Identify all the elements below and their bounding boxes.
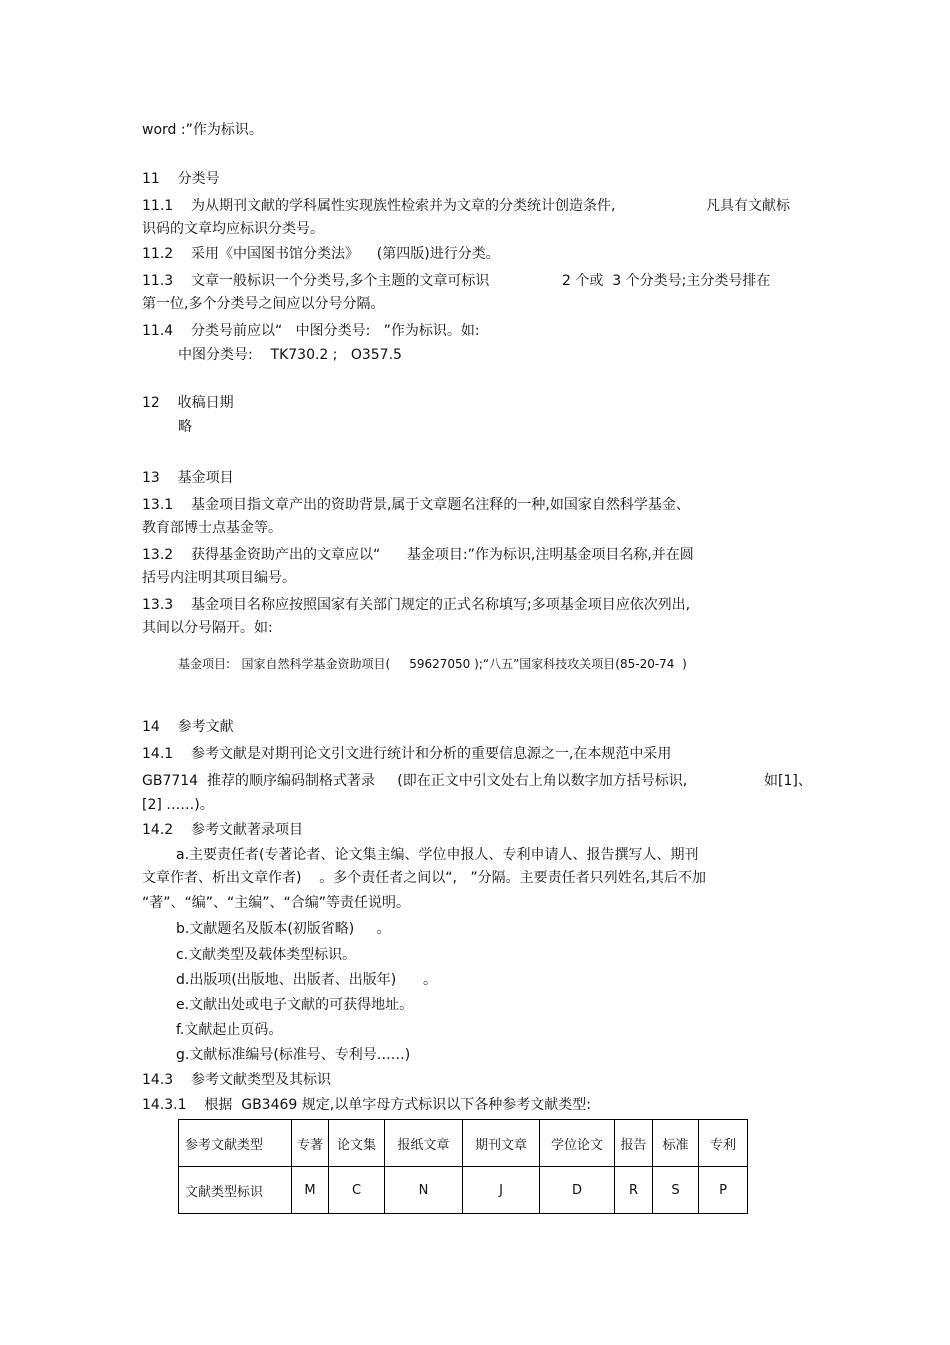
text-line: 14.3.1 根据 GB3469 规定,以单字母方式标识以下各种参考文献类型:: [142, 1097, 591, 1113]
text-line: 14.1 参考文献是对期刊论文引文进行统计和分析的重要信息源之一,在本规范中采用: [142, 746, 672, 762]
table-cell: 期刊文章: [463, 1120, 540, 1167]
text-line: GB7714 推荐的顺序编码制格式著录 (即在正文中引文处右上角以数字加方括号标识,: [142, 773, 688, 789]
table-cell: 专利: [699, 1120, 748, 1167]
text-line: 13.1 基金项目指文章产出的资助背景,属于文章题名注释的一种,如国家自然科学基金、: [142, 497, 690, 513]
table-cell: 标准: [653, 1120, 699, 1167]
text-line: g.文献标准编号(标准号、专利号……): [176, 1047, 411, 1063]
text-line: 中图分类号: TK730.2 ; O357.5: [178, 347, 402, 363]
text-line: word :”作为标识。: [142, 122, 263, 138]
text-line: “著”、“编”、“主编”、“合编”等责任说明。: [142, 895, 411, 911]
table-cell: 文献类型标识: [179, 1167, 292, 1214]
table-cell: S: [653, 1167, 699, 1214]
table-cell: 报纸文章: [385, 1120, 463, 1167]
text-line: 凡具有文献标: [706, 198, 790, 214]
text-line: [2] ……)。: [142, 797, 214, 813]
table-cell: 学位论文: [540, 1120, 615, 1167]
table-cell: 参考文献类型: [179, 1120, 292, 1167]
table-cell: 报告: [615, 1120, 653, 1167]
text-line: 2 个或 3 个分类号;主分类号排在: [562, 273, 771, 289]
text-line: 14 参考文献: [142, 719, 234, 735]
text-line: 14.2 参考文献著录项目: [142, 822, 303, 838]
text-line: 13 基金项目: [142, 470, 234, 486]
text-line: 13.2 获得基金资助产出的文章应以“ 基金项目:”作为标识,注明基金项目名称,并在圆: [142, 547, 694, 563]
text-line: c.文献类型及载体类型标识。: [176, 947, 357, 963]
text-line: 11.4 分类号前应以“ 中图分类号: ”作为标识。如:: [142, 323, 480, 339]
table-cell: J: [463, 1167, 540, 1214]
table-cell: C: [329, 1167, 385, 1214]
text-line: d.出版项(出版地、出版者、出版年) 。: [176, 972, 437, 988]
text-line: a.主要责任者(专著论者、论文集主编、学位申报人、专利申请人、报告撰写人、期刊: [176, 847, 699, 863]
text-line: 教育部博士点基金等。: [142, 520, 282, 536]
text-line: 其间以分号隔开。如:: [142, 620, 273, 636]
text-line: 12 收稿日期: [142, 395, 234, 411]
table-cell: N: [385, 1167, 463, 1214]
text-line: 如[1]、: [764, 773, 812, 789]
text-line: 13.3 基金项目名称应按照国家有关部门规定的正式名称填写;多项基金项目应依次列出,: [142, 597, 691, 613]
text-line: 略: [178, 419, 192, 435]
text-line: e.文献出处或电子文献的可获得地址。: [176, 997, 414, 1013]
text-line: 11.1 为从期刊文献的学科属性实现族性检索并为文章的分类统计创造条件,: [142, 198, 616, 214]
text-line: 识码的文章均应标识分类号。: [142, 221, 324, 237]
text-line: b.文献题名及版本(初版省略) 。: [176, 921, 391, 937]
table-cell: R: [615, 1167, 653, 1214]
table-cell: 专著: [292, 1120, 329, 1167]
text-line: 基金项目: 国家自然科学基金资助项目( 59627050 );“八五”国家科技攻关项目(85-20-74 ): [178, 657, 687, 671]
table-cell: D: [540, 1167, 615, 1214]
table-cell: M: [292, 1167, 329, 1214]
text-line: 14.3 参考文献类型及其标识: [142, 1072, 331, 1088]
table-cell: 论文集: [329, 1120, 385, 1167]
text-line: 11.3 文章一般标识一个分类号,多个主题的文章可标识: [142, 273, 490, 289]
table-cell: P: [699, 1167, 748, 1214]
table-row: [179, 1167, 748, 1214]
table-row: [179, 1120, 748, 1167]
text-line: f.文献起止页码。: [176, 1022, 283, 1038]
text-line: 11.2 采用《中国图书馆分类法》 (第四版)进行分类。: [142, 246, 500, 262]
text-line: 第一位,多个分类号之间应以分号分隔。: [142, 296, 385, 312]
text-line: 括号内注明其项目编号。: [142, 570, 296, 586]
text-line: 文章作者、析出文章作者) 。多个责任者之间以“, ”分隔。主要责任者只列姓名,其后不加: [142, 870, 707, 886]
reference-type-table: [178, 1119, 748, 1214]
text-line: 11 分类号: [142, 171, 220, 187]
